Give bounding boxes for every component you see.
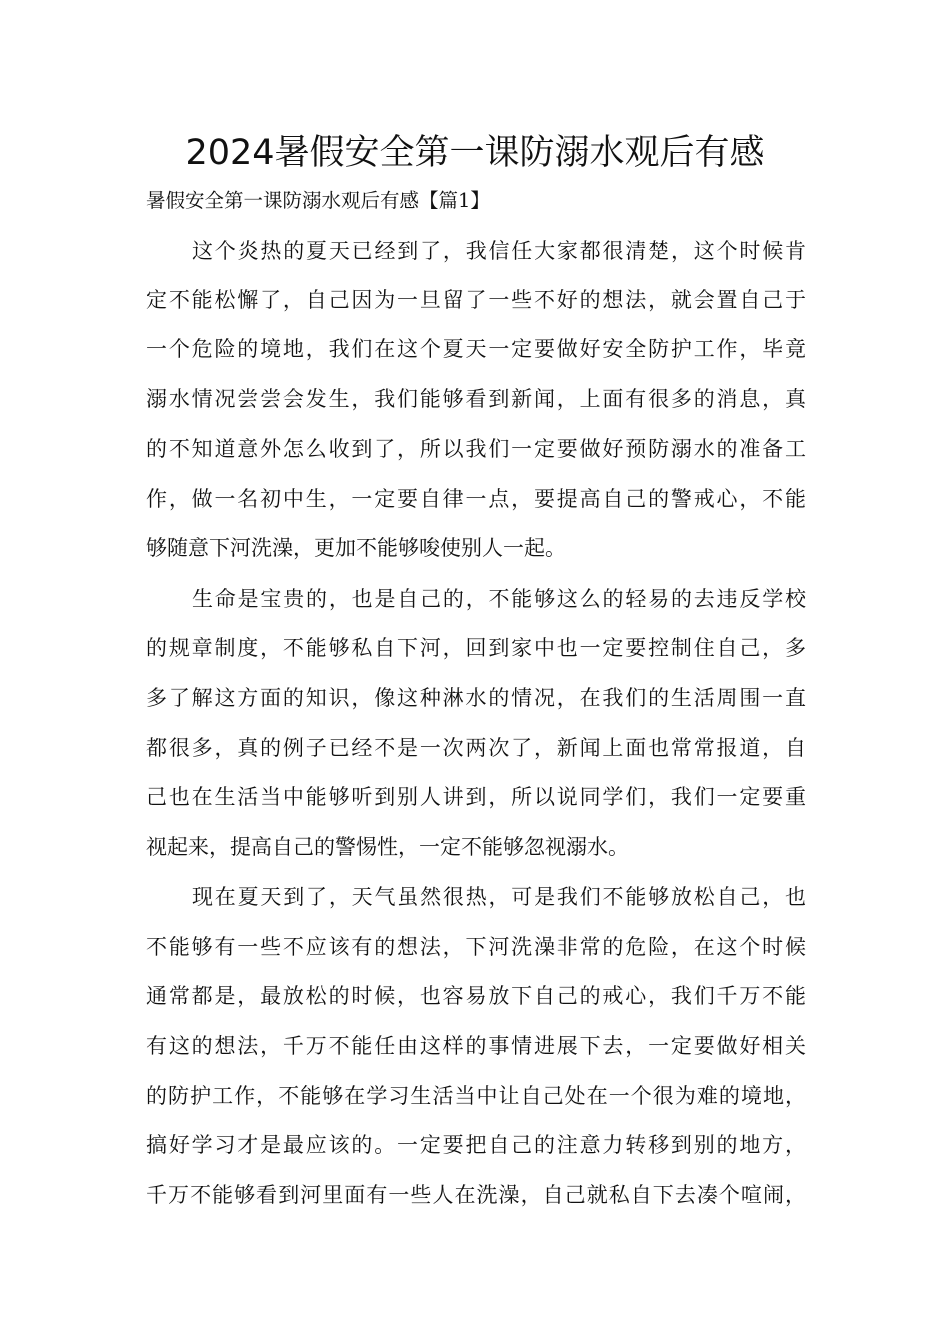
page-title: 2024暑假安全第一课防溺水观后有感 <box>185 133 765 173</box>
paragraph-2-line: 己也在生活当中能够听到别人讲到，所以说同学们，我们一定要重 <box>146 785 806 809</box>
paragraph-2-line: 多了解这方面的知识，像这种淋水的情况，在我们的生活周围一直 <box>146 686 806 710</box>
paragraph-2-line: 的规章制度，不能够私自下河，回到家中也一定要控制住自己，多 <box>146 636 806 660</box>
paragraph-1-line: 溺水情况尝尝会发生，我们能够看到新闻，上面有很多的消息，真 <box>146 387 806 411</box>
paragraph-3-line: 现在夏天到了，天气虽然很热，可是我们不能够放松自己，也 <box>192 885 806 909</box>
paragraph-1-line: 作，做一名初中生，一定要自律一点，要提高自己的警戒心，不能 <box>146 487 806 511</box>
paragraph-2-line: 生命是宝贵的，也是自己的，不能够这么的轻易的去违反学校 <box>192 587 806 611</box>
paragraph-1-line: 够随意下河洗澡，更加不能够唆使别人一起。 <box>146 536 566 560</box>
paragraph-1-line: 这个炎热的夏天已经到了，我信任大家都很清楚，这个时候肯 <box>192 239 806 263</box>
paragraph-3-line: 通常都是，最放松的时候，也容易放下自己的戒心，我们千万不能 <box>146 984 806 1008</box>
paragraph-3-line: 的防护工作，不能够在学习生活当中让自己处在一个很为难的境地， <box>146 1084 806 1108</box>
paragraph-2-line: 视起来，提高自己的警惕性，一定不能够忽视溺水。 <box>146 835 629 859</box>
paragraph-2-line: 都很多，真的例子已经不是一次两次了，新闻上面也常常报道，自 <box>146 736 806 760</box>
paragraph-3-line: 有这的想法，千万不能任由这样的事情进展下去，一定要做好相关 <box>146 1034 806 1058</box>
paragraph-3-line: 千万不能够看到河里面有一些人在洗澡，自己就私自下去凑个喧闹， <box>146 1183 806 1207</box>
paragraph-3-line: 搞好学习才是最应该的。一定要把自己的注意力转移到别的地方， <box>146 1133 806 1157</box>
paragraph-1-line: 一个危险的境地，我们在这个夏天一定要做好安全防护工作，毕竟 <box>146 337 806 361</box>
section-heading: 暑假安全第一课防溺水观后有感【篇1】 <box>146 189 490 212</box>
paragraph-1-line: 定不能松懈了，自己因为一旦留了一些不好的想法，就会置自己于 <box>146 288 806 312</box>
paragraph-3-line: 不能够有一些不应该有的想法，下河洗澡非常的危险，在这个时候 <box>146 935 806 959</box>
paragraph-1-line: 的不知道意外怎么收到了，所以我们一定要做好预防溺水的准备工 <box>146 437 806 461</box>
